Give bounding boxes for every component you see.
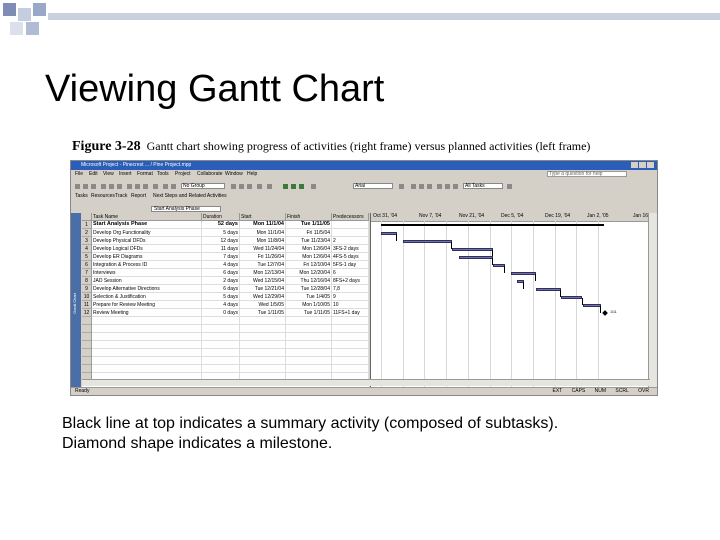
cell-task-name[interactable]: Develop Alternative Directions — [92, 285, 202, 293]
cell-task-name[interactable] — [92, 341, 202, 349]
week-gridline — [468, 221, 469, 387]
cell-finish[interactable]: Tue 1/11/05 — [286, 309, 332, 317]
dependency-link — [504, 266, 505, 273]
milestone-diamond[interactable] — [602, 310, 608, 316]
cell-duration[interactable]: 6 days — [202, 285, 240, 293]
cell-finish[interactable]: Thu 12/16/04 — [286, 277, 332, 285]
cell-predecessors[interactable] — [332, 341, 369, 349]
cell-duration[interactable]: 11 days — [202, 245, 240, 253]
task-bar[interactable] — [583, 304, 602, 307]
cell-task-name[interactable] — [92, 325, 202, 333]
status-text: Ready — [75, 388, 90, 394]
spelling-icon[interactable] — [117, 184, 122, 189]
cell-predecessors[interactable] — [332, 349, 369, 357]
cell-predecessors[interactable] — [332, 317, 369, 325]
cell-task-name[interactable]: Prepare for Review Meeting — [92, 301, 202, 309]
week-gridline — [381, 221, 382, 387]
row-number[interactable] — [82, 349, 92, 357]
bold-icon[interactable] — [411, 184, 416, 189]
cell-task-name[interactable]: Develop Logical DFDs — [92, 245, 202, 253]
align-left-icon[interactable] — [437, 184, 442, 189]
menu-file[interactable]: File — [75, 171, 84, 177]
task-bar[interactable] — [452, 248, 492, 251]
week-gridline — [446, 221, 447, 387]
cell-start[interactable] — [240, 365, 286, 373]
menu-insert[interactable]: Insert — [119, 171, 132, 177]
cell-predecessors[interactable]: 2 — [332, 237, 369, 245]
menu-edit[interactable]: Edit — [89, 171, 98, 177]
cell-task-name[interactable]: Selection & Justification — [92, 293, 202, 301]
timescale-label: Jan 2, '05 — [587, 213, 609, 219]
cell-predecessors[interactable]: 3FS-2 days — [332, 245, 369, 253]
font-dropdown[interactable]: Arial — [353, 183, 393, 189]
indicator-ovr: OVR — [638, 388, 649, 394]
dependency-link — [396, 234, 397, 241]
cell-finish[interactable]: Mon 1/10/05 — [286, 301, 332, 309]
help-search-field[interactable]: Type a question for help — [547, 171, 627, 177]
cell-duration[interactable]: 5 days — [202, 229, 240, 237]
week-gridline — [490, 221, 491, 387]
group-dropdown[interactable]: No Group — [181, 183, 225, 189]
cell-start[interactable]: Wed 12/15/04 — [240, 277, 286, 285]
horizontal-scrollbar[interactable] — [82, 379, 650, 386]
row-number[interactable]: 12 — [82, 309, 92, 317]
cell-predecessors[interactable]: 11FS+1 day — [332, 309, 369, 317]
cell-start[interactable] — [240, 333, 286, 341]
print-icon[interactable] — [101, 184, 106, 189]
row-number[interactable]: 5 — [82, 253, 92, 261]
cell-duration[interactable]: 0 days — [202, 309, 240, 317]
cell-task-name[interactable] — [92, 333, 202, 341]
cell-finish[interactable] — [286, 317, 332, 325]
cell-task-name[interactable] — [92, 365, 202, 373]
window-title-bar — [71, 161, 657, 170]
cell-duration[interactable] — [202, 365, 240, 373]
cell-predecessors[interactable] — [332, 221, 369, 229]
cell-predecessors[interactable]: 10 — [332, 301, 369, 309]
row-number[interactable]: 7 — [82, 269, 92, 277]
header-decoration — [0, 0, 720, 40]
cell-task-name[interactable] — [92, 357, 202, 365]
cell-duration[interactable]: 4 days — [202, 301, 240, 309]
cell-task-name[interactable]: Start Analysis Phase — [92, 221, 202, 229]
copy-picture-icon[interactable] — [257, 184, 262, 189]
indicator-caps: CAPS — [571, 388, 586, 394]
cell-duration[interactable] — [202, 325, 240, 333]
task-sheet — [82, 213, 369, 387]
dependency-link — [600, 306, 601, 313]
week-gridline — [533, 221, 534, 387]
cell-duration[interactable]: 12 days — [202, 237, 240, 245]
cell-duration[interactable]: 5 days — [202, 293, 240, 301]
cell-finish[interactable]: Mon 12/6/04 — [286, 245, 332, 253]
font-size-icon[interactable] — [399, 184, 404, 189]
cell-predecessors[interactable] — [332, 333, 369, 341]
cell-task-name[interactable]: Review Meeting — [92, 309, 202, 317]
row-number[interactable] — [82, 317, 92, 325]
note-summary: Black line at top indicates a summary activity (composed of subtasks). — [62, 415, 559, 432]
cell-predecessors[interactable] — [332, 325, 369, 333]
decorative-square — [18, 8, 31, 21]
cell-duration[interactable]: 6 days — [202, 269, 240, 277]
cell-start[interactable]: Fri 11/26/04 — [240, 253, 286, 261]
row-number[interactable]: 4 — [82, 245, 92, 253]
window-controls — [631, 162, 654, 168]
cell-predecessors[interactable]: 5FS-1 day — [332, 261, 369, 269]
timescale-label: Oct 31, '04 — [373, 213, 398, 219]
cell-finish[interactable] — [286, 357, 332, 365]
filter-dropdown[interactable]: All Tasks — [463, 183, 503, 189]
task-bar[interactable] — [381, 232, 397, 235]
row-number[interactable] — [82, 365, 92, 373]
cell-task-name[interactable]: Develop Physical DFDs — [92, 237, 202, 245]
cell-finish[interactable] — [286, 341, 332, 349]
indicator-ext: EXT — [552, 388, 563, 394]
autofilter-icon[interactable] — [507, 184, 512, 189]
cell-duration[interactable] — [202, 357, 240, 365]
week-gridline — [424, 221, 425, 387]
summary-bar[interactable] — [381, 224, 604, 226]
cell-start[interactable] — [240, 357, 286, 365]
cell-finish[interactable] — [286, 365, 332, 373]
cell-duration[interactable]: 4 days — [202, 261, 240, 269]
figure-caption — [72, 139, 590, 155]
timescale-label: Dec 19, '04 — [545, 213, 571, 219]
row-number[interactable] — [82, 357, 92, 365]
cell-duration[interactable] — [202, 317, 240, 325]
cell-duration[interactable] — [202, 349, 240, 357]
cell-predecessors[interactable]: 9 — [332, 293, 369, 301]
cell-start[interactable]: Wed 12/29/04 — [240, 293, 286, 301]
column-header-predecessors[interactable]: Predecessors — [332, 213, 369, 221]
cell-finish[interactable]: Tue 1/11/05 — [286, 221, 332, 229]
view-bar[interactable] — [71, 213, 81, 387]
cell-predecessors[interactable] — [332, 365, 369, 373]
cell-start[interactable] — [240, 349, 286, 357]
timescale-label: Jan 16 — [633, 213, 649, 219]
week-gridline — [555, 221, 556, 387]
guide-track[interactable]: Track — [115, 193, 128, 199]
project-guide-bar — [71, 194, 657, 202]
status-green-icon[interactable] — [291, 184, 296, 189]
row-number[interactable]: 2 — [82, 229, 92, 237]
cell-finish[interactable]: Tue 1/4/05 — [286, 293, 332, 301]
timescale-label: Nov 7, '04 — [419, 213, 442, 219]
decorative-square — [33, 3, 46, 16]
gantt-chart-pane — [370, 213, 651, 387]
cell-finish[interactable]: Fri 11/5/04 — [286, 229, 332, 237]
cell-task-name[interactable] — [92, 349, 202, 357]
cell-start[interactable]: Mon 11/8/04 — [240, 237, 286, 245]
menu-help[interactable]: Help — [247, 171, 258, 177]
cell-task-name[interactable]: Integration & Process ID — [92, 261, 202, 269]
zoom-in-icon[interactable] — [231, 184, 236, 189]
cell-predecessors[interactable]: 8FS+2 days — [332, 277, 369, 285]
indicator-num: NUM — [594, 388, 607, 394]
window-title: Microsoft Project - Pinecrest ... / Pine Project.mpp — [81, 162, 192, 168]
cell-finish[interactable] — [286, 349, 332, 357]
guide-tasks[interactable]: Tasks — [75, 193, 88, 199]
help-icon[interactable] — [267, 184, 272, 189]
standard-toolbar — [71, 182, 657, 191]
dependency-link — [535, 274, 536, 281]
undo-icon[interactable] — [153, 184, 158, 189]
cell-start[interactable] — [240, 317, 286, 325]
link-icon[interactable] — [163, 184, 168, 189]
unlink-icon[interactable] — [171, 184, 176, 189]
cell-start[interactable] — [240, 341, 286, 349]
row-number[interactable]: 9 — [82, 285, 92, 293]
cell-start[interactable]: Mon 11/1/04 — [240, 229, 286, 237]
column-header-start[interactable]: Start — [240, 213, 286, 221]
row-number[interactable] — [82, 333, 92, 341]
indicator-scrl: SCRL — [615, 388, 629, 394]
preview-icon[interactable] — [109, 184, 114, 189]
cell-finish[interactable]: Fri 12/10/04 — [286, 261, 332, 269]
cell-start[interactable] — [240, 325, 286, 333]
cell-start[interactable]: Wed 1/5/05 — [240, 301, 286, 309]
timescale-label: Nov 21, '04 — [459, 213, 485, 219]
menu-project[interactable]: Project — [175, 171, 191, 177]
week-gridline — [403, 221, 404, 387]
corner-header[interactable] — [82, 213, 92, 221]
cell-finish[interactable] — [286, 333, 332, 341]
new-icon[interactable] — [75, 184, 80, 189]
row-number[interactable]: 1 — [82, 221, 92, 229]
cell-finish[interactable]: Mon 12/20/04 — [286, 269, 332, 277]
status-bar — [71, 387, 657, 395]
guide-report[interactable]: Report — [131, 193, 147, 199]
cell-start[interactable]: Tue 12/21/04 — [240, 285, 286, 293]
minimize-icon[interactable] — [631, 162, 638, 168]
maximize-icon[interactable] — [639, 162, 646, 168]
align-right-icon[interactable] — [453, 184, 458, 189]
view-bar-label: Gantt Chart — [72, 293, 77, 314]
task-bar[interactable] — [536, 288, 561, 291]
status-green-icon[interactable] — [283, 184, 288, 189]
cell-predecessors[interactable] — [332, 229, 369, 237]
ms-project-screenshot — [70, 160, 658, 396]
open-icon[interactable] — [83, 184, 88, 189]
decorative-square — [3, 3, 16, 16]
align-center-icon[interactable] — [445, 184, 450, 189]
show-icon[interactable] — [311, 184, 316, 189]
column-header-duration[interactable]: Duration — [202, 213, 240, 221]
close-icon[interactable] — [647, 162, 654, 168]
cell-start[interactable]: Mon 12/13/04 — [240, 269, 286, 277]
decorative-square — [10, 22, 23, 35]
dependency-link — [523, 282, 524, 289]
column-header-finish[interactable]: Finish — [286, 213, 332, 221]
task-bar[interactable] — [459, 256, 493, 259]
decorative-line — [48, 13, 720, 20]
task-bar[interactable] — [403, 240, 453, 243]
cell-duration[interactable] — [202, 333, 240, 341]
menu-bar — [71, 171, 657, 179]
vertical-scrollbar[interactable] — [648, 213, 657, 387]
cell-predecessors[interactable] — [332, 357, 369, 365]
cell-task-name[interactable]: Develop ER Diagrams — [92, 253, 202, 261]
figure-label: Figure 3-28 — [72, 139, 141, 154]
week-gridline — [576, 221, 577, 387]
menu-tools[interactable]: Tools — [157, 171, 169, 177]
underline-icon[interactable] — [427, 184, 432, 189]
guide-resources[interactable]: Resources — [91, 193, 115, 199]
cell-predecessors[interactable]: 6 — [332, 269, 369, 277]
cell-predecessors[interactable]: 7,8 — [332, 285, 369, 293]
row-number[interactable]: 10 — [82, 293, 92, 301]
cell-duration[interactable]: 7 days — [202, 253, 240, 261]
paste-icon[interactable] — [143, 184, 148, 189]
row-number[interactable]: 11 — [82, 301, 92, 309]
row-number[interactable]: 6 — [82, 261, 92, 269]
goto-task-icon[interactable] — [247, 184, 252, 189]
cell-duration[interactable]: 2 days — [202, 277, 240, 285]
column-header-task-name[interactable]: Task Name — [92, 213, 202, 221]
cell-start[interactable]: Mon 11/1/04 — [240, 221, 286, 229]
cell-start[interactable]: Tue 12/7/04 — [240, 261, 286, 269]
cell-finish[interactable] — [286, 325, 332, 333]
row-number[interactable] — [82, 341, 92, 349]
cell-start[interactable]: Wed 11/24/04 — [240, 245, 286, 253]
cell-predecessors[interactable]: 4FS-5 days — [332, 253, 369, 261]
zoom-out-icon[interactable] — [239, 184, 244, 189]
decorative-square — [26, 22, 39, 35]
menu-format[interactable]: Format — [137, 171, 153, 177]
milestone-label: 1/11 — [610, 310, 617, 314]
cell-task-name[interactable]: Interviews — [92, 269, 202, 277]
cell-finish[interactable]: Tue 12/28/04 — [286, 285, 332, 293]
timescale-label: Dec 5, '04 — [501, 213, 524, 219]
cell-duration[interactable]: 52 days — [202, 221, 240, 229]
save-icon[interactable] — [91, 184, 96, 189]
menu-view[interactable]: View — [103, 171, 114, 177]
cell-task-name[interactable]: Develop Org Functionality — [92, 229, 202, 237]
slide-title: Viewing Gantt Chart — [45, 68, 385, 110]
note-milestone: Diamond shape indicates a milestone. — [62, 435, 333, 452]
status-indicators — [545, 389, 650, 394]
row-number[interactable]: 8 — [82, 277, 92, 285]
italic-icon[interactable] — [419, 184, 424, 189]
cell-finish[interactable]: Mon 12/6/04 — [286, 253, 332, 261]
task-bar[interactable] — [561, 296, 583, 299]
copy-icon[interactable] — [135, 184, 140, 189]
cut-icon[interactable] — [127, 184, 132, 189]
cell-duration[interactable] — [202, 341, 240, 349]
menu-window[interactable]: Window — [225, 171, 243, 177]
slide-notes — [62, 414, 558, 454]
cell-finish[interactable]: Tue 11/23/04 — [286, 237, 332, 245]
cell-task-name[interactable] — [92, 317, 202, 325]
menu-collaborate[interactable]: Collaborate — [197, 171, 223, 177]
week-gridline — [511, 221, 512, 387]
entry-bar[interactable]: Start Analysis Phase — [151, 206, 221, 212]
guide-next-steps[interactable]: Next Steps and Related Activities — [153, 193, 227, 199]
row-number[interactable] — [82, 325, 92, 333]
task-bar[interactable] — [511, 272, 536, 275]
status-green-icon[interactable] — [299, 184, 304, 189]
cell-task-name[interactable]: JAD Session — [92, 277, 202, 285]
figure-caption-text: Gantt chart showing progress of activities (right frame) versus planned activities (left frame) — [146, 139, 591, 153]
cell-start[interactable]: Tue 1/11/05 — [240, 309, 286, 317]
row-number[interactable]: 3 — [82, 237, 92, 245]
